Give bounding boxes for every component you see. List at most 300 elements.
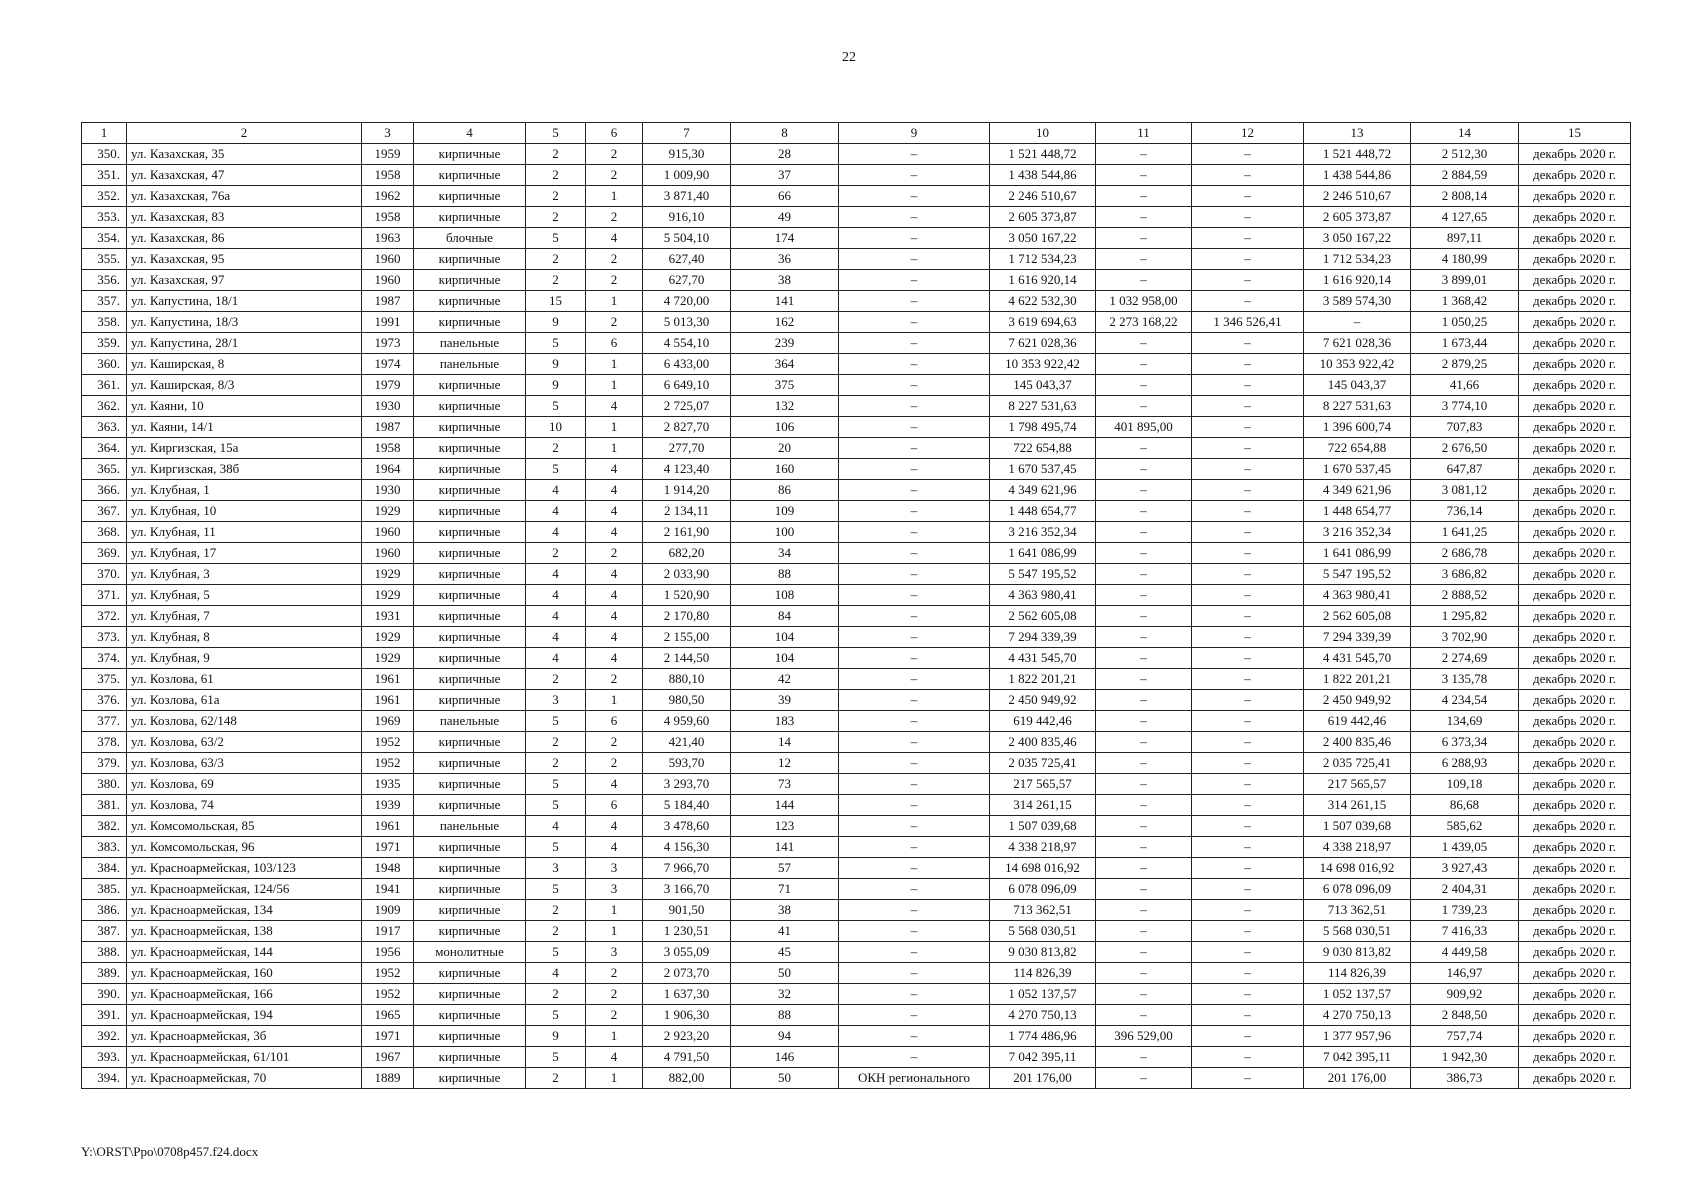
table-cell-col-11: – <box>1096 984 1192 1005</box>
table-cell-col-4: кирпичные <box>414 858 526 879</box>
table-cell-col-6: 6 <box>586 333 643 354</box>
table-cell-col-7: 1 914,20 <box>643 480 731 501</box>
table-cell-col-5: 9 <box>526 1026 586 1047</box>
table-cell-col-3: 1952 <box>362 732 414 753</box>
table-cell-col-8: 109 <box>731 501 839 522</box>
table-cell-col-6: 1 <box>586 921 643 942</box>
table-cell-col-6: 4 <box>586 564 643 585</box>
table-cell-col-12: – <box>1192 165 1304 186</box>
table-cell-col-4: кирпичные <box>414 396 526 417</box>
table-cell-col-3: 1965 <box>362 1005 414 1026</box>
table-row <box>82 270 1631 291</box>
table-cell-col-4: кирпичные <box>414 270 526 291</box>
table-cell-col-5: 4 <box>526 816 586 837</box>
table-cell-col-15: декабрь 2020 г. <box>1519 837 1631 858</box>
table-cell-col-6: 2 <box>586 144 643 165</box>
table-cell-col-3: 1967 <box>362 1047 414 1068</box>
table-cell-col-14: 3 686,82 <box>1411 564 1519 585</box>
table-cell-col-1: 350. <box>82 144 127 165</box>
table-row <box>82 648 1631 669</box>
table-row <box>82 774 1631 795</box>
table-cell-col-12: – <box>1192 291 1304 312</box>
table-cell-col-15: декабрь 2020 г. <box>1519 333 1631 354</box>
table-cell-col-7: 880,10 <box>643 669 731 690</box>
table-cell-col-4: кирпичные <box>414 501 526 522</box>
table-row <box>82 753 1631 774</box>
table-cell-col-7: 1 230,51 <box>643 921 731 942</box>
table-cell-col-3: 1991 <box>362 312 414 333</box>
table-cell-col-12: – <box>1192 564 1304 585</box>
table-cell-col-12: – <box>1192 858 1304 879</box>
table-cell-col-8: 144 <box>731 795 839 816</box>
table-cell-col-2: ул. Каширская, 8 <box>127 354 362 375</box>
table-cell-col-13: 4 270 750,13 <box>1304 1005 1411 1026</box>
table-cell-col-6: 4 <box>586 585 643 606</box>
table-cell-col-10: 7 042 395,11 <box>990 1047 1096 1068</box>
table-cell-col-2: ул. Козлова, 63/2 <box>127 732 362 753</box>
table-cell-col-8: 12 <box>731 753 839 774</box>
table-cell-col-5: 9 <box>526 312 586 333</box>
table-cell-col-9: – <box>839 228 990 249</box>
table-cell-col-7: 6 433,00 <box>643 354 731 375</box>
table-cell-col-11: – <box>1096 186 1192 207</box>
table-cell-col-13: 1 438 544,86 <box>1304 165 1411 186</box>
column-header-6: 6 <box>586 123 643 144</box>
table-cell-col-13: 7 621 028,36 <box>1304 333 1411 354</box>
table-cell-col-6: 4 <box>586 522 643 543</box>
table-cell-col-14: 909,92 <box>1411 984 1519 1005</box>
table-cell-col-9: – <box>839 291 990 312</box>
table-cell-col-3: 1958 <box>362 165 414 186</box>
table-cell-col-1: 368. <box>82 522 127 543</box>
table-cell-col-8: 108 <box>731 585 839 606</box>
table-cell-col-13: 9 030 813,82 <box>1304 942 1411 963</box>
table-cell-col-5: 4 <box>526 627 586 648</box>
table-cell-col-6: 4 <box>586 837 643 858</box>
table-cell-col-1: 367. <box>82 501 127 522</box>
table-cell-col-9: – <box>839 1005 990 1026</box>
table-cell-col-6: 4 <box>586 396 643 417</box>
table-cell-col-2: ул. Казахская, 95 <box>127 249 362 270</box>
table-cell-col-8: 37 <box>731 165 839 186</box>
table-cell-col-14: 6 373,34 <box>1411 732 1519 753</box>
table-cell-col-12: – <box>1192 942 1304 963</box>
table-cell-col-2: ул. Комсомольская, 85 <box>127 816 362 837</box>
table-cell-col-10: 201 176,00 <box>990 1068 1096 1089</box>
table-cell-col-9: – <box>839 900 990 921</box>
table-cell-col-3: 1929 <box>362 585 414 606</box>
table-row <box>82 333 1631 354</box>
table-cell-col-11: – <box>1096 606 1192 627</box>
table-cell-col-15: декабрь 2020 г. <box>1519 753 1631 774</box>
table-cell-col-15: декабрь 2020 г. <box>1519 795 1631 816</box>
table-cell-col-10: 314 261,15 <box>990 795 1096 816</box>
table-cell-col-8: 66 <box>731 186 839 207</box>
table-cell-col-2: ул. Капустина, 28/1 <box>127 333 362 354</box>
table-cell-col-9: – <box>839 270 990 291</box>
table-cell-col-3: 1952 <box>362 984 414 1005</box>
table-cell-col-15: декабрь 2020 г. <box>1519 270 1631 291</box>
table-cell-col-12: – <box>1192 522 1304 543</box>
table-cell-col-11: – <box>1096 165 1192 186</box>
table-cell-col-9: – <box>839 984 990 1005</box>
column-header-12: 12 <box>1192 123 1304 144</box>
table-cell-col-12: – <box>1192 963 1304 984</box>
table-cell-col-10: 1 670 537,45 <box>990 459 1096 480</box>
table-row <box>82 228 1631 249</box>
table-cell-col-10: 1 616 920,14 <box>990 270 1096 291</box>
table-cell-col-12: – <box>1192 1068 1304 1089</box>
table-cell-col-12: – <box>1192 606 1304 627</box>
table-cell-col-5: 2 <box>526 165 586 186</box>
table-cell-col-11: – <box>1096 879 1192 900</box>
table-cell-col-7: 980,50 <box>643 690 731 711</box>
table-cell-col-14: 386,73 <box>1411 1068 1519 1089</box>
table-cell-col-13: 1 052 137,57 <box>1304 984 1411 1005</box>
table-cell-col-11: 1 032 958,00 <box>1096 291 1192 312</box>
table-cell-col-2: ул. Красноармейская, 3б <box>127 1026 362 1047</box>
table-cell-col-5: 5 <box>526 774 586 795</box>
table-cell-col-8: 36 <box>731 249 839 270</box>
column-header-10: 10 <box>990 123 1096 144</box>
table-cell-col-7: 3 478,60 <box>643 816 731 837</box>
table-cell-col-7: 7 966,70 <box>643 858 731 879</box>
table-cell-col-13: 10 353 922,42 <box>1304 354 1411 375</box>
table-cell-col-3: 1948 <box>362 858 414 879</box>
table-cell-col-10: 1 521 448,72 <box>990 144 1096 165</box>
table-cell-col-2: ул. Каяни, 14/1 <box>127 417 362 438</box>
table-cell-col-13: 7 294 339,39 <box>1304 627 1411 648</box>
table-cell-col-12: – <box>1192 690 1304 711</box>
table-cell-col-13: 2 400 835,46 <box>1304 732 1411 753</box>
table-cell-col-6: 4 <box>586 774 643 795</box>
table-row <box>82 291 1631 312</box>
table-row <box>82 1047 1631 1068</box>
table-cell-col-4: кирпичные <box>414 795 526 816</box>
table-cell-col-4: кирпичные <box>414 438 526 459</box>
table-cell-col-14: 1 739,23 <box>1411 900 1519 921</box>
table-cell-col-11: 396 529,00 <box>1096 1026 1192 1047</box>
table-cell-col-1: 390. <box>82 984 127 1005</box>
table-cell-col-11: – <box>1096 837 1192 858</box>
table-cell-col-9: – <box>839 312 990 333</box>
table-cell-col-12: – <box>1192 438 1304 459</box>
table-cell-col-14: 1 295,82 <box>1411 606 1519 627</box>
table-cell-col-10: 4 363 980,41 <box>990 585 1096 606</box>
table-cell-col-5: 2 <box>526 1068 586 1089</box>
table-cell-col-3: 1961 <box>362 816 414 837</box>
table-cell-col-15: декабрь 2020 г. <box>1519 648 1631 669</box>
table-cell-col-12: – <box>1192 627 1304 648</box>
table-cell-col-7: 5 013,30 <box>643 312 731 333</box>
table-cell-col-2: ул. Капустина, 18/1 <box>127 291 362 312</box>
table-cell-col-15: декабрь 2020 г. <box>1519 585 1631 606</box>
table-cell-col-8: 38 <box>731 900 839 921</box>
table-cell-col-11: – <box>1096 144 1192 165</box>
table-cell-col-8: 41 <box>731 921 839 942</box>
table-cell-col-6: 2 <box>586 1005 643 1026</box>
table-cell-col-1: 364. <box>82 438 127 459</box>
table-cell-col-3: 1889 <box>362 1068 414 1089</box>
table-cell-col-12: – <box>1192 354 1304 375</box>
table-cell-col-14: 4 180,99 <box>1411 249 1519 270</box>
table-row <box>82 144 1631 165</box>
table-cell-col-8: 86 <box>731 480 839 501</box>
table-cell-col-14: 757,74 <box>1411 1026 1519 1047</box>
table-cell-col-6: 4 <box>586 606 643 627</box>
table-row <box>82 438 1631 459</box>
table-body <box>82 144 1631 1089</box>
table-cell-col-14: 1 050,25 <box>1411 312 1519 333</box>
table-cell-col-10: 4 431 545,70 <box>990 648 1096 669</box>
table-cell-col-2: ул. Капустина, 18/3 <box>127 312 362 333</box>
table-cell-col-12: – <box>1192 984 1304 1005</box>
table-cell-col-8: 160 <box>731 459 839 480</box>
table-cell-col-3: 1952 <box>362 753 414 774</box>
table-cell-col-3: 1931 <box>362 606 414 627</box>
table-cell-col-9: – <box>839 144 990 165</box>
table-cell-col-8: 73 <box>731 774 839 795</box>
table-cell-col-4: кирпичные <box>414 921 526 942</box>
table-cell-col-7: 277,70 <box>643 438 731 459</box>
table-cell-col-4: кирпичные <box>414 459 526 480</box>
table-cell-col-4: кирпичные <box>414 732 526 753</box>
table-cell-col-10: 2 450 949,92 <box>990 690 1096 711</box>
table-row <box>82 795 1631 816</box>
table-cell-col-2: ул. Козлова, 63/3 <box>127 753 362 774</box>
table-cell-col-10: 2 562 605,08 <box>990 606 1096 627</box>
table-cell-col-7: 901,50 <box>643 900 731 921</box>
table-cell-col-11: – <box>1096 921 1192 942</box>
table-cell-col-9: – <box>839 354 990 375</box>
table-cell-col-12: – <box>1192 585 1304 606</box>
table-cell-col-15: декабрь 2020 г. <box>1519 438 1631 459</box>
table-cell-col-14: 109,18 <box>1411 774 1519 795</box>
table-cell-col-11: 401 895,00 <box>1096 417 1192 438</box>
table-cell-col-13: 1 507 039,68 <box>1304 816 1411 837</box>
table-cell-col-11: – <box>1096 228 1192 249</box>
table-cell-col-10: 4 338 218,97 <box>990 837 1096 858</box>
table-cell-col-4: кирпичные <box>414 522 526 543</box>
table-cell-col-10: 2 400 835,46 <box>990 732 1096 753</box>
table-row <box>82 585 1631 606</box>
table-cell-col-14: 2 884,59 <box>1411 165 1519 186</box>
table-cell-col-5: 4 <box>526 963 586 984</box>
table-cell-col-5: 5 <box>526 459 586 480</box>
table-cell-col-15: декабрь 2020 г. <box>1519 396 1631 417</box>
table-cell-col-8: 45 <box>731 942 839 963</box>
table-cell-col-1: 363. <box>82 417 127 438</box>
table-cell-col-9: – <box>839 837 990 858</box>
table-cell-col-6: 2 <box>586 543 643 564</box>
table-cell-col-8: 123 <box>731 816 839 837</box>
table-cell-col-12: – <box>1192 900 1304 921</box>
table-cell-col-5: 2 <box>526 186 586 207</box>
table-cell-col-5: 5 <box>526 711 586 732</box>
table-cell-col-2: ул. Козлова, 69 <box>127 774 362 795</box>
table-cell-col-1: 392. <box>82 1026 127 1047</box>
table-cell-col-13: 722 654,88 <box>1304 438 1411 459</box>
table-cell-col-13: – <box>1304 312 1411 333</box>
table-cell-col-12: – <box>1192 1005 1304 1026</box>
table-row <box>82 165 1631 186</box>
table-cell-col-6: 3 <box>586 858 643 879</box>
table-cell-col-8: 364 <box>731 354 839 375</box>
table-cell-col-3: 1917 <box>362 921 414 942</box>
table-cell-col-4: кирпичные <box>414 1068 526 1089</box>
table-cell-col-2: ул. Красноармейская, 138 <box>127 921 362 942</box>
table-cell-col-8: 71 <box>731 879 839 900</box>
table-cell-col-9: – <box>839 207 990 228</box>
table-cell-col-6: 4 <box>586 1047 643 1068</box>
table-cell-col-13: 4 431 545,70 <box>1304 648 1411 669</box>
table-cell-col-1: 369. <box>82 543 127 564</box>
table-cell-col-5: 5 <box>526 879 586 900</box>
table-cell-col-14: 647,87 <box>1411 459 1519 480</box>
table-cell-col-7: 2 144,50 <box>643 648 731 669</box>
table-cell-col-2: ул. Красноармейская, 70 <box>127 1068 362 1089</box>
table-cell-col-14: 3 774,10 <box>1411 396 1519 417</box>
page-number: 22 <box>842 50 856 65</box>
table-cell-col-7: 3 166,70 <box>643 879 731 900</box>
table-cell-col-14: 707,83 <box>1411 417 1519 438</box>
table-header-row <box>82 123 1631 144</box>
table-cell-col-15: декабрь 2020 г. <box>1519 186 1631 207</box>
table-cell-col-14: 4 234,54 <box>1411 690 1519 711</box>
table-cell-col-4: кирпичные <box>414 375 526 396</box>
table-cell-col-6: 2 <box>586 963 643 984</box>
table-cell-col-1: 365. <box>82 459 127 480</box>
table-cell-col-5: 4 <box>526 522 586 543</box>
table-cell-col-13: 1 396 600,74 <box>1304 417 1411 438</box>
table-cell-col-9: – <box>839 963 990 984</box>
table-cell-col-13: 145 043,37 <box>1304 375 1411 396</box>
table-cell-col-15: декабрь 2020 г. <box>1519 606 1631 627</box>
table-cell-col-11: – <box>1096 690 1192 711</box>
table-cell-col-10: 1 448 654,77 <box>990 501 1096 522</box>
table-cell-col-12: 1 346 526,41 <box>1192 312 1304 333</box>
table-cell-col-14: 2 404,31 <box>1411 879 1519 900</box>
table-cell-col-5: 2 <box>526 732 586 753</box>
table-row <box>82 732 1631 753</box>
table-cell-col-10: 1 052 137,57 <box>990 984 1096 1005</box>
table-cell-col-7: 915,30 <box>643 144 731 165</box>
table-cell-col-3: 1929 <box>362 501 414 522</box>
table-cell-col-11: – <box>1096 711 1192 732</box>
table-cell-col-4: кирпичные <box>414 837 526 858</box>
table-cell-col-6: 2 <box>586 669 643 690</box>
table-cell-col-12: – <box>1192 711 1304 732</box>
table-cell-col-7: 2 725,07 <box>643 396 731 417</box>
table-cell-col-12: – <box>1192 396 1304 417</box>
table-cell-col-14: 2 274,69 <box>1411 648 1519 669</box>
table-cell-col-9: – <box>839 501 990 522</box>
table-cell-col-14: 6 288,93 <box>1411 753 1519 774</box>
table-cell-col-15: декабрь 2020 г. <box>1519 228 1631 249</box>
table-cell-col-11: – <box>1096 774 1192 795</box>
table-cell-col-5: 5 <box>526 333 586 354</box>
table-cell-col-5: 5 <box>526 396 586 417</box>
table-cell-col-11: – <box>1096 207 1192 228</box>
table-cell-col-10: 1 712 534,23 <box>990 249 1096 270</box>
table-cell-col-1: 357. <box>82 291 127 312</box>
table-cell-col-8: 375 <box>731 375 839 396</box>
table-cell-col-3: 1973 <box>362 333 414 354</box>
table-cell-col-15: декабрь 2020 г. <box>1519 1068 1631 1089</box>
table-cell-col-10: 217 565,57 <box>990 774 1096 795</box>
table-cell-col-14: 585,62 <box>1411 816 1519 837</box>
table-cell-col-7: 2 134,11 <box>643 501 731 522</box>
table-cell-col-3: 1909 <box>362 900 414 921</box>
table-cell-col-8: 57 <box>731 858 839 879</box>
table-cell-col-10: 14 698 016,92 <box>990 858 1096 879</box>
table-cell-col-12: – <box>1192 879 1304 900</box>
table-cell-col-14: 41,66 <box>1411 375 1519 396</box>
table-cell-col-11: – <box>1096 900 1192 921</box>
table-cell-col-3: 1964 <box>362 459 414 480</box>
table-cell-col-14: 1 439,05 <box>1411 837 1519 858</box>
column-header-15: 15 <box>1519 123 1631 144</box>
table-cell-col-5: 2 <box>526 207 586 228</box>
table-row <box>82 879 1631 900</box>
table-cell-col-5: 3 <box>526 690 586 711</box>
table-cell-col-2: ул. Киргизская, 15а <box>127 438 362 459</box>
table-cell-col-14: 1 368,42 <box>1411 291 1519 312</box>
table-cell-col-3: 1962 <box>362 186 414 207</box>
table-cell-col-11: – <box>1096 942 1192 963</box>
table-cell-col-13: 4 349 621,96 <box>1304 480 1411 501</box>
table-cell-col-2: ул. Красноармейская, 144 <box>127 942 362 963</box>
table-cell-col-12: – <box>1192 417 1304 438</box>
table-cell-col-8: 38 <box>731 270 839 291</box>
table-cell-col-7: 627,40 <box>643 249 731 270</box>
table-cell-col-4: кирпичные <box>414 249 526 270</box>
table-cell-col-3: 1959 <box>362 144 414 165</box>
table-cell-col-10: 7 294 339,39 <box>990 627 1096 648</box>
table-cell-col-9: – <box>839 585 990 606</box>
table-cell-col-6: 2 <box>586 249 643 270</box>
table-cell-col-6: 1 <box>586 1068 643 1089</box>
column-header-8: 8 <box>731 123 839 144</box>
table-cell-col-2: ул. Казахская, 76а <box>127 186 362 207</box>
table-cell-col-11: – <box>1096 270 1192 291</box>
table-cell-col-1: 366. <box>82 480 127 501</box>
table-cell-col-1: 356. <box>82 270 127 291</box>
table-cell-col-6: 2 <box>586 753 643 774</box>
table-cell-col-10: 3 619 694,63 <box>990 312 1096 333</box>
table-cell-col-1: 375. <box>82 669 127 690</box>
table-cell-col-14: 146,97 <box>1411 963 1519 984</box>
table-cell-col-3: 1939 <box>362 795 414 816</box>
table-cell-col-5: 4 <box>526 648 586 669</box>
table-cell-col-15: декабрь 2020 г. <box>1519 564 1631 585</box>
table-cell-col-1: 388. <box>82 942 127 963</box>
table-cell-col-3: 1935 <box>362 774 414 795</box>
table-cell-col-3: 1987 <box>362 417 414 438</box>
table-cell-col-9: – <box>839 375 990 396</box>
table-cell-col-1: 394. <box>82 1068 127 1089</box>
table-cell-col-9: – <box>839 522 990 543</box>
table-cell-col-13: 114 826,39 <box>1304 963 1411 984</box>
table-cell-col-5: 2 <box>526 669 586 690</box>
table-cell-col-3: 1952 <box>362 963 414 984</box>
table-cell-col-6: 1 <box>586 417 643 438</box>
table-cell-col-10: 1 438 544,86 <box>990 165 1096 186</box>
table-cell-col-7: 6 649,10 <box>643 375 731 396</box>
table-cell-col-4: кирпичные <box>414 627 526 648</box>
table-cell-col-12: – <box>1192 837 1304 858</box>
table-row <box>82 711 1631 732</box>
